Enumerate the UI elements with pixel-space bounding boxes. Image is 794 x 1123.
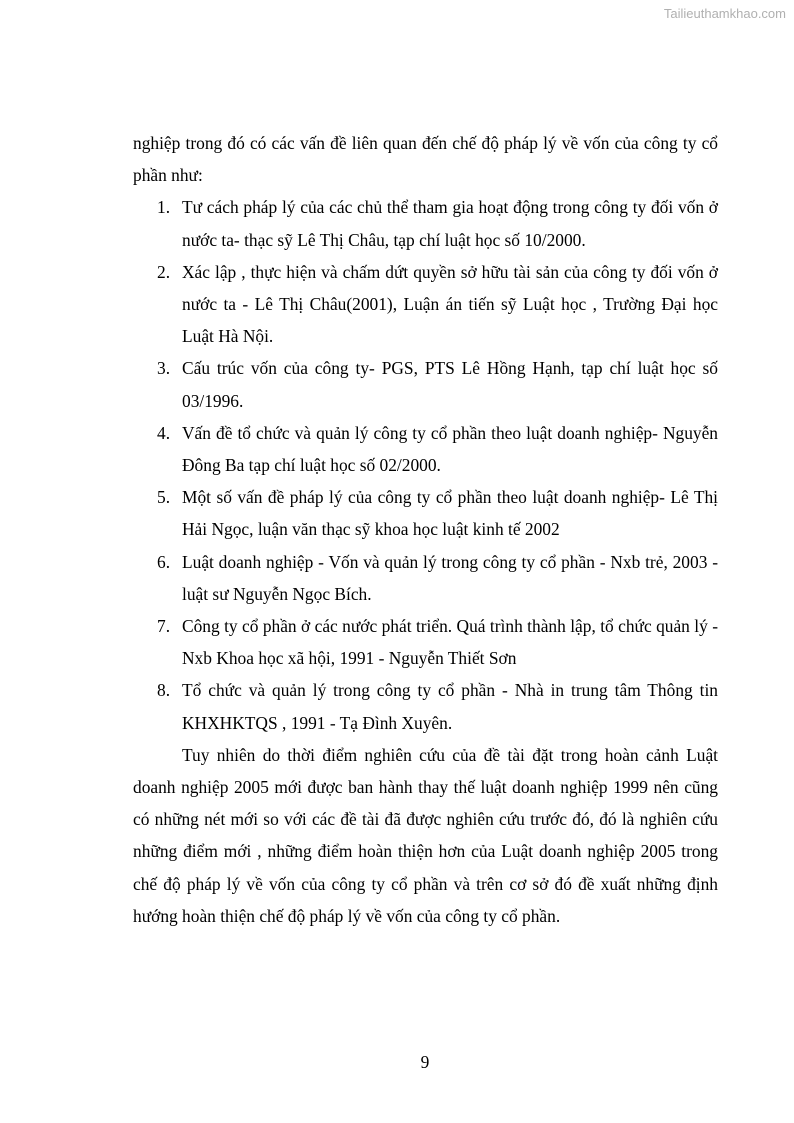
list-item xyxy=(133,352,718,416)
list-item xyxy=(133,417,718,481)
list-number: 4. xyxy=(157,422,171,443)
intro-paragraph: nghiệp trong đó có các vấn đề liên quan đến chế độ pháp lý về vốn của công ty cổ phần như: xyxy=(133,133,718,186)
list-item xyxy=(133,546,718,610)
list-text: Tổ chức và quản lý trong công ty cổ phần - Nhà in trung tâm Thông tin KHXHKTQS , 1991 - Tạ Đình Xuyên. xyxy=(182,680,718,733)
list-text: Vấn đề tổ chức và quản lý công ty cổ phần theo luật doanh nghiệp- Nguyễn Đông Ba tạp chí luật học số 02/2000. xyxy=(182,422,718,476)
list-item xyxy=(133,481,718,545)
list-number: 6. xyxy=(157,551,171,572)
page-body xyxy=(133,127,718,932)
conclusion-paragraph: Tuy nhiên do thời điểm nghiên cứu của đề tài đặt trong hoàn cảnh Luật doanh nghiệp 2005 mới được ban hành thay thế luật doanh nghiệp 1999 nên cũng có những nét mới so với các đề tài đã được nghiên cứu trước đó, đó là nghiên cứu những điểm mới , những điểm hoàn thiện hơn của Luật doanh nghiệp 2005 trong chế độ pháp lý về vốn của công ty cổ phần và trên cơ sở đó đề xuất những định hướng hoàn thiện chế độ pháp lý về vốn của công ty cổ phần. xyxy=(133,744,718,926)
list-text: Một số vấn đề pháp lý của công ty cổ phần theo luật doanh nghiệp- Lê Thị Hải Ngọc, luận văn thạc sỹ khoa học luật kinh tế 2002 xyxy=(182,487,718,540)
list-text: Luật doanh nghiệp - Vốn và quản lý trong công ty cổ phần - Nxb trẻ, 2003 - luật sư Nguyễn Ngọc Bích. xyxy=(182,551,718,604)
list-item xyxy=(133,191,718,255)
list-number: 5. xyxy=(157,487,171,508)
list-text: Cấu trúc vốn của công ty- PGS, PTS Lê Hồng Hạnh, tạp chí luật học số 03/1996. xyxy=(182,358,718,411)
list-item xyxy=(133,256,718,353)
list-number: 8. xyxy=(157,680,171,701)
list-number: 3. xyxy=(157,358,171,379)
list-text: Tư cách pháp lý của các chủ thể tham gia hoạt động trong công ty đối vốn ở nước ta- thạc sỹ Lê Thị Châu, tạp chí luật học số 10/2000. xyxy=(182,197,718,250)
list-number: 2. xyxy=(157,261,171,282)
list-text: Xác lập , thực hiện và chấm dứt quyền sở hữu tài sản của công ty đối vốn ở nước ta - Lê Thị Châu(2001), Luận án tiến sỹ Luật học , Trường Đại học Luật Hà Nội. xyxy=(182,261,718,347)
watermark: Tailieuthamkhao.com xyxy=(663,6,786,21)
page-number: 9 xyxy=(420,1052,430,1072)
list-item xyxy=(133,610,718,674)
list-number: 7. xyxy=(157,616,171,637)
list-text: Công ty cổ phần ở các nước phát triển. Quá trình thành lập, tổ chức quản lý - Nxb Khoa học xã hội, 1991 - Nguyễn Thiết Sơn xyxy=(182,616,718,669)
reference-list xyxy=(133,191,718,738)
list-number: 1. xyxy=(157,197,171,218)
list-item xyxy=(133,674,718,738)
